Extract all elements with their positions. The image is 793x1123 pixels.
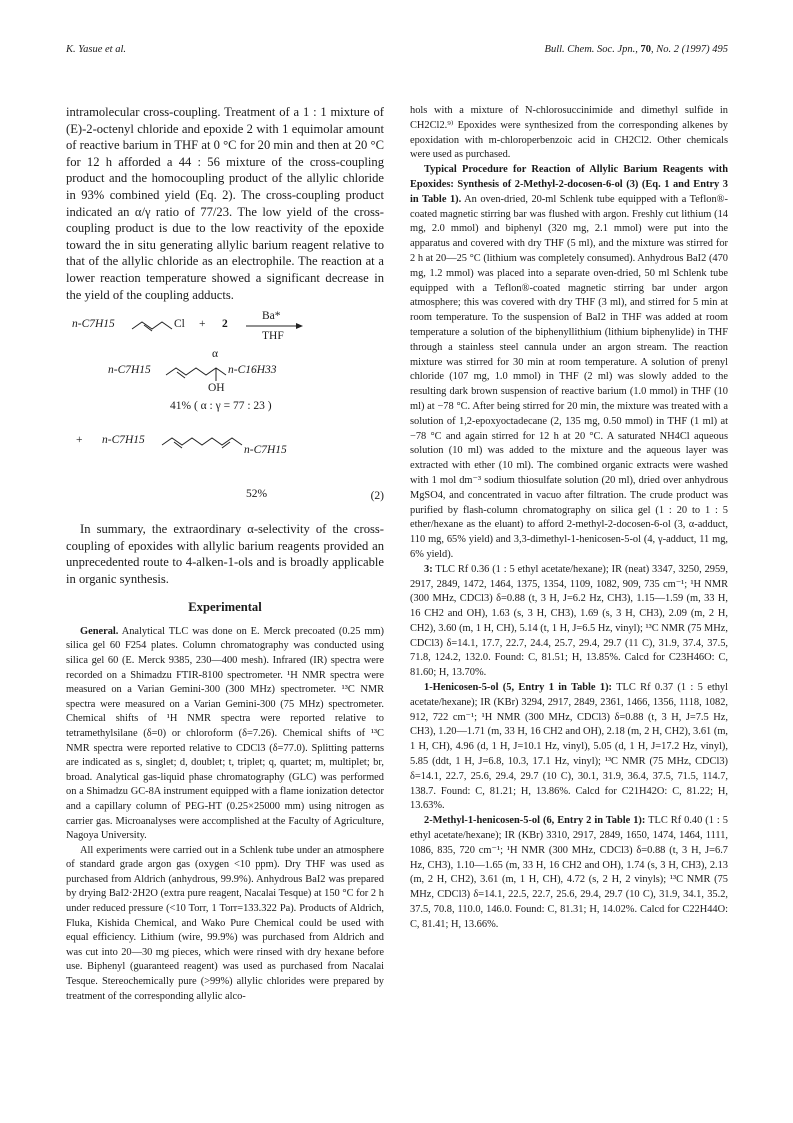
compound-3-label: 3: (424, 563, 433, 575)
equation-number: (2) (370, 490, 384, 503)
product2-double-bond-b (222, 442, 230, 448)
reactant1-cl-label: Cl (174, 318, 185, 331)
product2-right-label: n-C7H15 (244, 444, 287, 457)
intro-paragraph: intramolecular cross-coupling. Treatment of a 1 : 1 mixture of (E)-2-octenyl chloride and epoxide 2 with 1 equimolar amount of reactive barium in THF at 0 °C for 20 min and then at 20 °C for 12 h afforded a 44 : 56 mixture of the cross-coupling product and the homocoupling product of the allylic chloride in 93% combined yield (Eq. 2). The cross-coupling product indicated an α/γ ratio of 77/23. The low yield of the cross-coupling product is due to the low reactivity of the epoxide toward the in situ generating allylic barium reagent relative to that of the allylic chloride as an electrophile. The reaction at a lower reaction temperature showed a significant decrease in the yield of the coupling adducts. (66, 105, 384, 302)
reactant1-label: n-C7H15 (72, 318, 115, 331)
compound-6-label: 2-Methyl-1-henicosen-5-ol (6, Entry 2 in Table 1): (424, 815, 646, 827)
compound-5-text: TLC Rf 0.37 (1 : 5 ethyl acetate/hexane); IR (KBr) 3294, 2917, 2849, 2361, 1466, 1356, 1118, 1082, 912, 722 cm⁻¹; ¹H NMR (300 MHz, CDCl3) δ=0.88 (t, 3 H, J=7.5 Hz, CH3), 1.20—1.71 (m, 33 H, 16 CH2 and OH), 2.18 (m, 2 H, CH2), 3.61 (m, 1 H, CH), 4.96 (d, 1 H, J=10.1 Hz, vinyl), 5.05 (d, 1 H, J=17.2 Hz, vinyl), 5.85 (ddt, 1 H, J=6.8, 10.3, 17.1 Hz, vinyl); ¹³C NMR (75 MHz, CDCl3) δ=14.1, 22.7, 25.6, 29.4, 29.7 (10 C), 30.1, 31.9, 36.4, 37.5, 71.5, 114.7, 138.7. Found: C, 81.21; H, 13.86%. Calcd for C21H42O: C, 81.22; H, 13.63%. (410, 682, 728, 812)
compound-5-paragraph (410, 681, 728, 814)
general-paragraph (66, 625, 384, 844)
materials-continued-paragraph: hols with a mixture of N-chlorosuccinimide and dimethyl sulfide in CH2Cl2.⁹⁾ Epoxides were synthesized from the corresponding alkenes by epoxidation with m-chloroperbenzoic acid in CH2Cl2. Other chemicals were used as purchased. (410, 105, 728, 161)
header-issue-page: , No. 2 (1997) 495 (651, 44, 728, 55)
product2-yield: 52% (246, 488, 268, 501)
general-text: Analytical TLC was done on E. Merck precoated (0.25 mm) silica gel 60 F254 plates. Column chromatography was conducted using silica gel 60 (E. Merck 9385, 230—400 mesh). Infrared (IR) spectra were recorded on a Shimadzu FTIR-8100 spectrometer. ¹H NMR spectra were measured on a Varian Gemini-300 (300 MHz) spectrometer. ¹³C NMR spectra were measured on a Varian Gemini-300 (75 MHz) spectrometer. Chemical shifts of ¹H NMR spectra were reported relative to tetramethylsilane (δ=0) or chloroform (δ=7.26). Chemical shifts of ¹³C NMR spectra were reported relative to CDCl3 (δ=77.0). Splitting patterns are indicated as s, singlet; d, doublet; t, triplet; q, quartet; m, multiplet; br, broad. Analytical gas-liquid phase chromatography (GLC) was performed on a Shimadzu GC-8A instrument equipped with a flame ionization detector and a capillary column of PEG-HT (0.25×25000 mm) using nitrogen as carrier gas. Microanalyses were accomplished at the Faculty of Agriculture, Nagoya University. (66, 625, 384, 842)
right-column (410, 104, 728, 933)
product2-double-bond-a (174, 442, 182, 448)
left-column (66, 104, 384, 1004)
reactant-chain (132, 322, 172, 329)
compound-6-text: TLC Rf 0.40 (1 : 5 ethyl acetate/hexane); IR (KBr) 3310, 2917, 2849, 1650, 1474, 1464, 1111, 1086, 835, 720 cm⁻¹; ¹H NMR (300 MHz, CDCl3) δ=0.88 (t, 3 H, J=6.7 Hz, CH3), 1.10—1.65 (m, 33 H, 16 CH2 and OH), 1.74 (s, 3 H, CH3), 2.13 (m, 2 H, CH2), 3.61 (m, 1 H, CH), 4.72 (s, 2 H, 2 vinyls); ¹³C NMR (75 MHz, CDCl3) δ=14.1, 22.5, 22.7, 25.6, 29.4, 29.7 (10 C), 31.9, 34.1, 35.2, 37.5, 70.8, 110.0, 146.0. Found: C, 81.31; H, 14.02%. Calcd for C22H44O: C, 81.41; H, 13.66%. (410, 815, 728, 930)
experimental-heading: Experimental (188, 599, 262, 614)
product1-oh-label: OH (208, 382, 225, 395)
typical-procedure-paragraph (410, 163, 728, 563)
general-runin-label: General. (80, 625, 119, 637)
compound-6-paragraph (410, 814, 728, 932)
running-header (66, 44, 728, 60)
typical-procedure-text: An oven-dried, 20-ml Schlenk tube equipped with a Teflon®-coated magnetic stirring bar was flushed with argon. Freshly cut lithium (14 mg, 2.0 mmol) and biphenyl (320 mg, 2.1 mmol) were put into the apparatus and covered with dry THF (5 ml), and the mixture was stirred for 2 h at 20—25 °C (lithium was completely consumed). Anhydrous BaI2 (470 mg, 1.2 mmol) was placed into a separate oven-dried, 50 ml Schlenk tube equipped with a Teflon®-coated magnetic stirring bar under argon atmosphere; this was covered with dry THF (3 ml), and stirred for 5 min at room temperature. To the suspension of BaI2 in THF was added at room temperature a solution of the biphenyllithium (lithium biphenylide) in THF through a stainless steel cannula under an argon stream. The reaction mixture was stirred for 30 min at room temperature. A solution of prenyl chloride (107 mg, 1.0 mmol) in THF (2 ml) was slowly added to the resulting dark brown suspension of reactive barium (1.0 mmol) in THF (10 ml) at −78 °C. After being stirred for 20 min, the mixture was treated with a solution of 1,2-epoxyoctadecane (2, 135 mg, 0.50 mmol) in THF (1 ml) at −78 °C and again stirred for 12 h at 20 °C. A saturated NH4Cl aqueous solution (10 ml) was added to the mixture and the aqueous layer was extracted with ether (10 ml). The combined organic extracts were washed with 1 mol dm⁻³ sodium thiosulfate solution (20 ml), dried over anhydrous MgSO4, and concentrated in vacuo after filtration. The crude product was purified by flash-column chromatography on silica gel (1 : 20 to 1 : 5 ether/hexane as the eluant) to afford 2-methyl-2-docosen-6-ol (3, α-adduct, 110 mg, 65% yield) and 3,3-dimethyl-1-henicosen-5-ol (4, γ-adduct, 11 mg, 6% yield). (410, 193, 728, 560)
product2-chain (162, 438, 242, 445)
summary-paragraph: In summary, the extraordinary α-selectivity of the cross-coupling of epoxides with allylic barium reagents provided an unprecedented route to 4-alken-1-ols and is broadly applicable in organic synthesis. (66, 522, 384, 586)
reaction-arrow-head (296, 323, 303, 329)
header-journal: Bull. Chem. Soc. Jpn., (544, 44, 641, 55)
header-citation (545, 44, 728, 55)
header-volume: 70 (640, 44, 651, 55)
product1-right-label: n-C16H33 (228, 364, 277, 377)
compound-5-label: 1-Henicosen-5-ol (5, Entry 1 in Table 1): (424, 682, 613, 694)
header-authors: K. Yasue et al. (66, 44, 126, 55)
typical-procedure-runin-label: Typical Procedure for Reaction of Allylic Barium Reagents with Epoxides: Synthesis of 2-Methyl-2-docosen-6-ol (3) (Eq. 1 and Entry 3 in Table 1). (410, 164, 728, 205)
compound-3-paragraph (410, 563, 728, 681)
reaction-scheme-eq2 (66, 311, 384, 511)
product1-alpha-label: α (212, 348, 219, 361)
reactant2-label: 2 (222, 318, 228, 331)
plus-sign-2: + (76, 434, 83, 447)
solvent-label: THF (262, 330, 284, 343)
product1-left-label: n-C7H15 (108, 364, 151, 377)
compound-3-text: TLC Rf 0.36 (1 : 5 ethyl acetate/hexane); IR (neat) 3347, 3250, 2959, 2917, 2849, 1472, 1464, 1375, 1354, 1109, 1082, 909, 735 cm⁻¹; ¹H NMR (300 MHz, CDCl3) δ=0.88 (t, 3 H, J=6.2 Hz, CH3), 1.15—1.59 (m, 33 H, 16 CH2 and OH), 1.63 (s, 3 H, CH3), 1.69 (s, 3 H, CH3), 2.09 (m, 2 H, CH2), 3.60 (m, 1 H, CH), 5.14 (t, 1 H, J=6.5 Hz, vinyl); ¹³C NMR (75 MHz, CDCl3) δ=14.1, 17.7, 22.7, 24.4, 25.7, 29.4, 29.7 (11 C), 31.9, 37.4, 37.5, 71.8, 124.2, 132.0. Found: C, 81.51; H, 13.85%. Calcd for C23H46O: C, 81.60; H, 13.70%. (410, 563, 728, 679)
product1-yield: 41% ( α : γ = 77 : 23 ) (170, 400, 272, 413)
plus-sign-1: + (199, 318, 206, 331)
product2-left-label: n-C7H15 (102, 434, 145, 447)
materials-paragraph: All experiments were carried out in a Schlenk tube under an atmosphere of standard grade argon gas (oxygen <10 ppm). Dry THF was used as purchased from Aldrich (anhydrous, 99.9%). Anhydrous BaI2 was prepared by drying BaI2·2H2O (extra pure reagent, Nacalai Tesque) at 150 °C for 2 h under reduced pressure (<10 Torr, 1 Torr=133.322 Pa). Products of Aldrich, Fluka, Kishida Chemical, and Wako Pure Chemical could be used with equal efficiency. Lithium (wire, 99.9%) was purchased from Aldrich and was cut into 20—30 mg pieces, which were rinsed with dry hexane before use. Biphenyl (guaranteed reagent) was used as purchased from Nacalai Tesque. Stereochemically pure (>99%) allylic chlorides were prepared by treatment of the corresponding allylic alco- (66, 844, 384, 1002)
product1-chain (166, 368, 226, 375)
reagent-label: Ba* (262, 310, 281, 323)
